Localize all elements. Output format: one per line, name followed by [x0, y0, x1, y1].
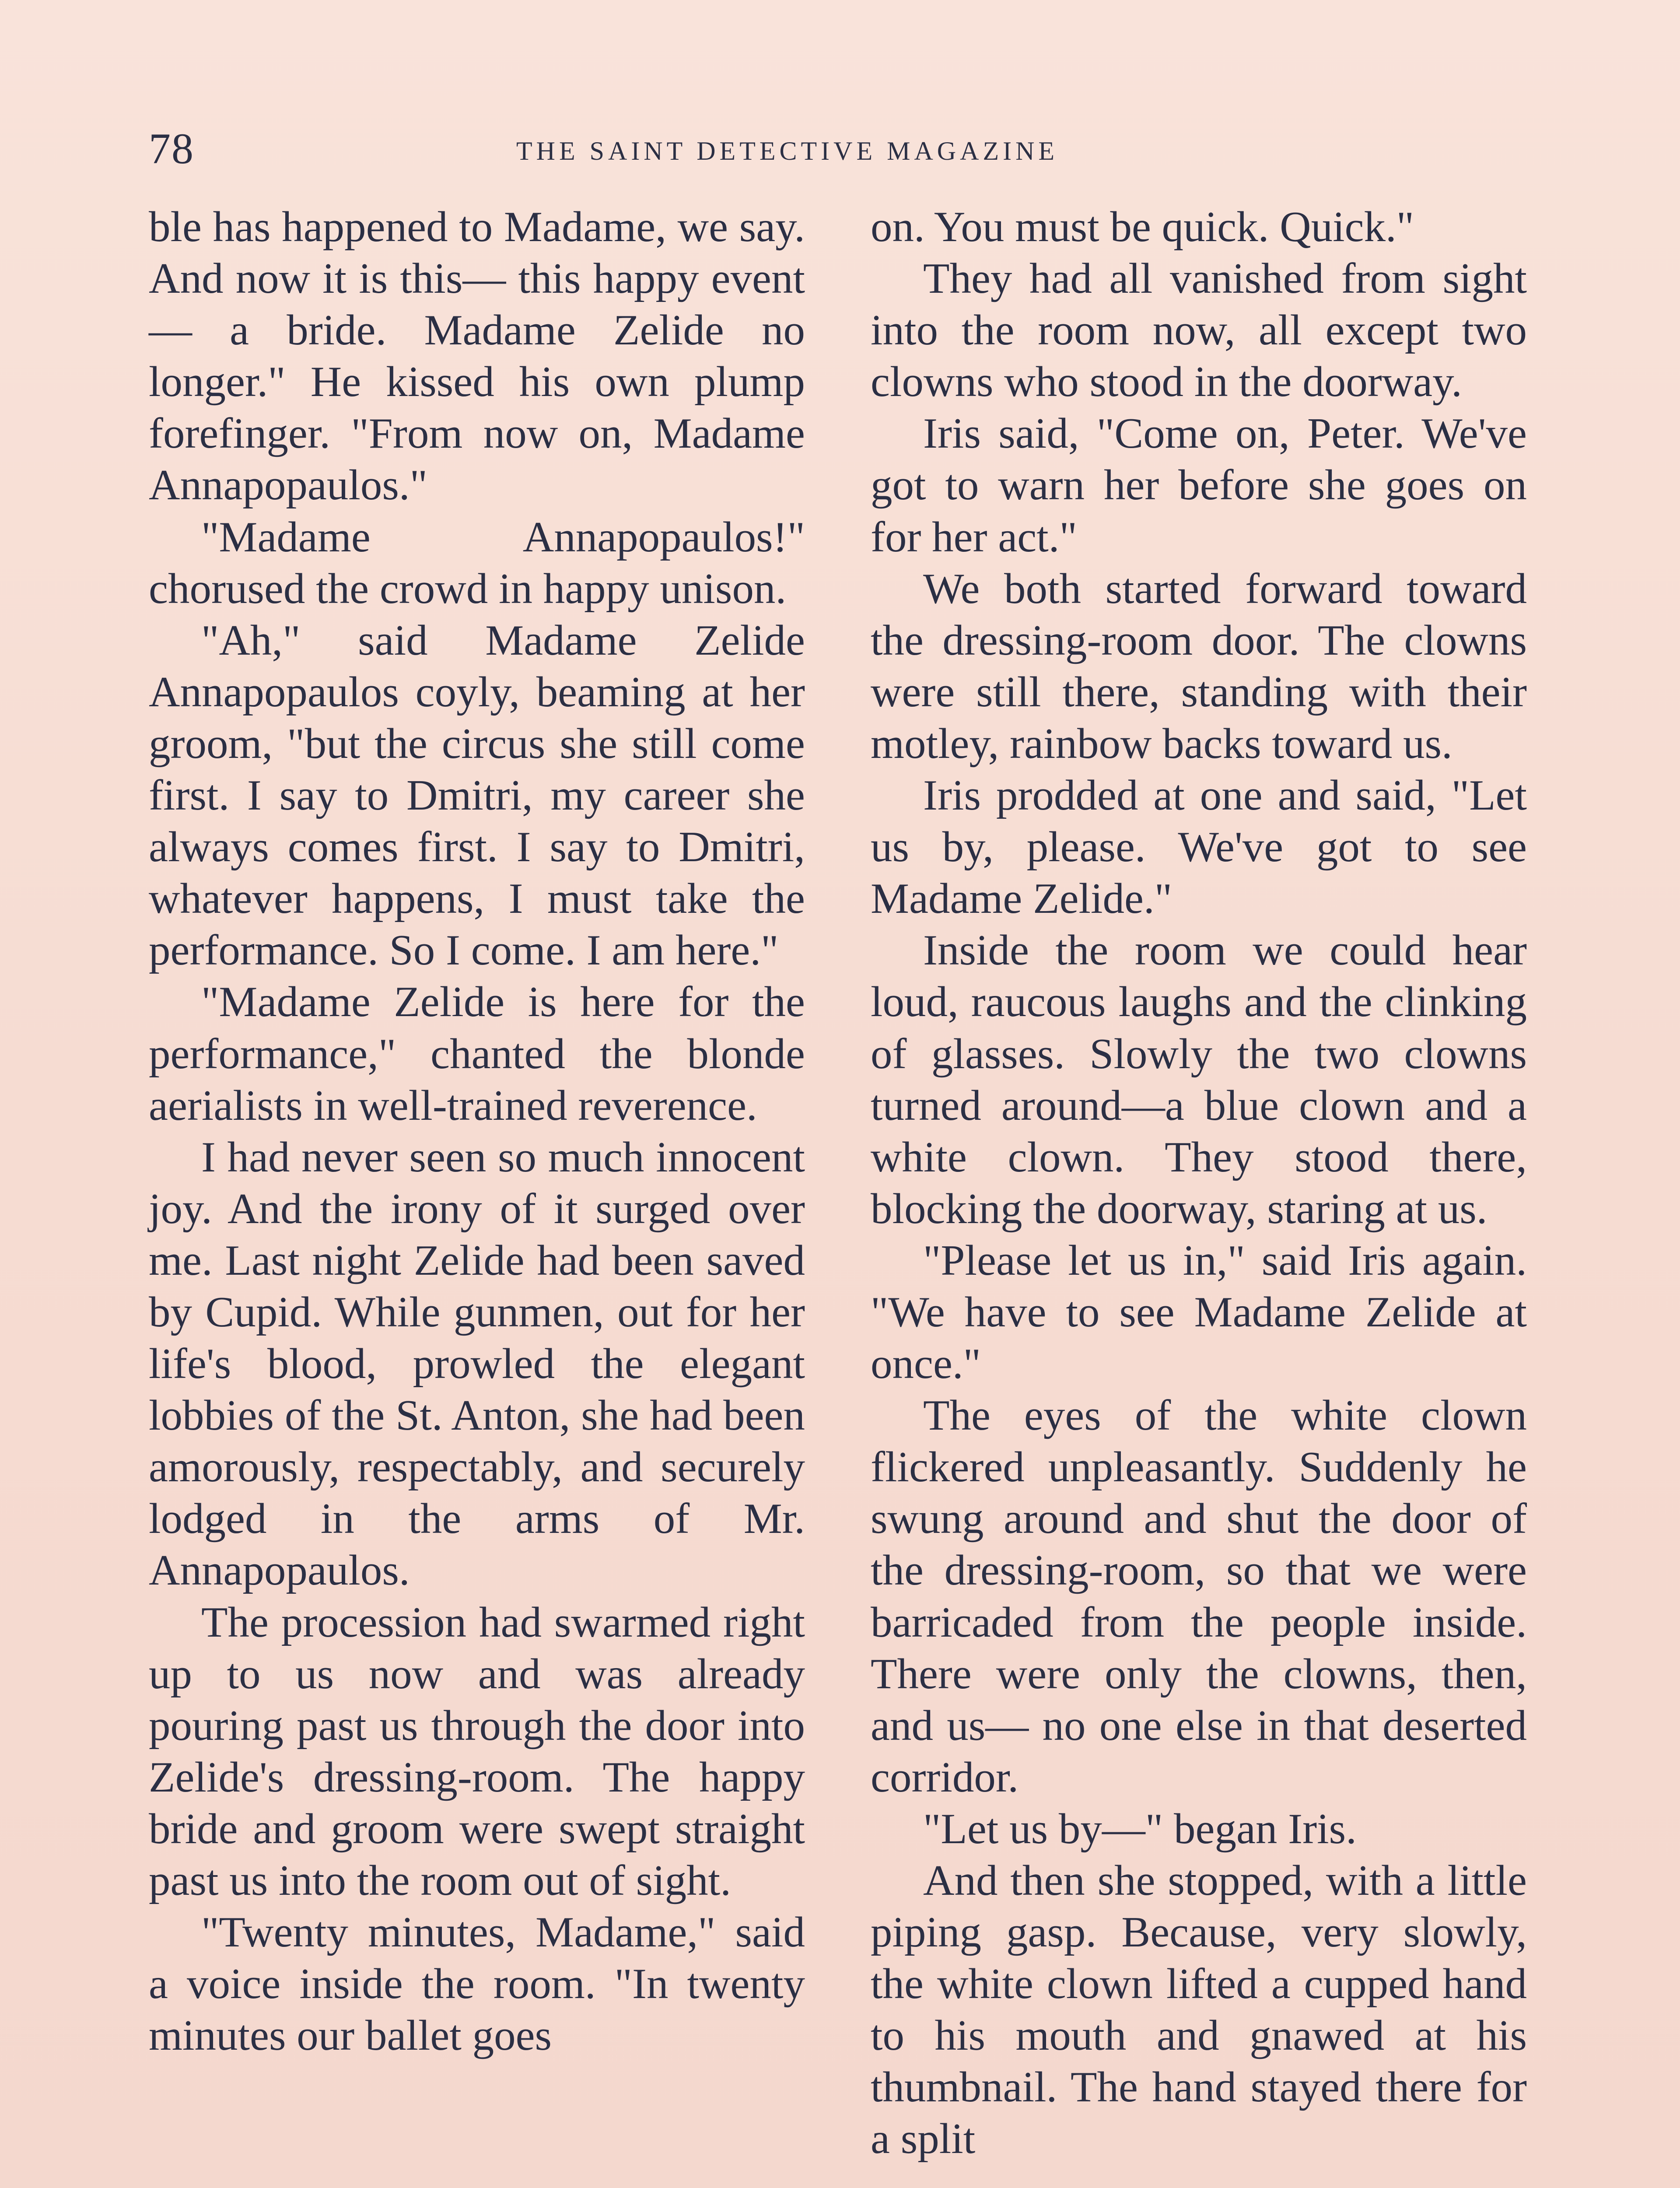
paragraph: "Let us by—" began Iris. — [923, 1805, 1357, 1853]
paragraph: We both started forward toward the dressing-room door. The clowns were still there, standing with their motley, rainbow backs toward us. — [871, 565, 1527, 768]
paragraph: "Twenty minutes, Madame," said a voice inside the room. "In twenty minutes our ballet goes — [149, 1908, 805, 2060]
paragraph: "Madame Zelide is here for the performance," chanted the blonde aerialists in well-trained reverence. — [149, 978, 805, 1129]
paragraph: ble has happened to Madame, we say. And now it is this— this happy event — a bride. Madame Zelide no longer." He kissed his own plump forefinger. "From now on, Madame Annapopaulos." — [149, 203, 805, 509]
paragraph: I had never seen so much innocent joy. And the irony of it surged over me. Last night Zelide had been saved by Cupid. While gunmen, out for her life's blood, prowled the elegant lobbies of the St. Anton, she had been amorously, respectably, and securely lodged in the arms of Mr. Annapopaulos. — [149, 1133, 805, 1595]
left-column — [149, 201, 805, 2062]
page-number: 78 — [149, 124, 194, 173]
right-column — [871, 201, 1527, 2165]
paragraph: "Ah," said Madame Zelide Annapopaulos coyly, beaming at her groom, "but the circus she still come first. I say to Dmitri, my career she always comes first. I say to Dmitri, whatever happens, I must take the performance. So I come. I am here." — [149, 616, 805, 975]
paragraph: Inside the room we could hear loud, raucous laughs and the clinking of glasses. Slowly the two clowns turned around—a blue clown and a white clown. They stood there, blocking the doorway, staring at us. — [871, 926, 1527, 1233]
paragraph: Iris prodded at one and said, "Let us by, please. We've got to see Madame Zelide." — [871, 771, 1527, 923]
paragraph: "Madame Annapopaulos!" chorused the crowd in happy unison. — [149, 513, 805, 613]
paragraph: The procession had swarmed right up to us now and was already pouring past us through the door into Zelide's dressing-room. The happy bride and groom were swept straight past us into the room out of sight. — [149, 1598, 805, 1904]
paragraph: And then she stopped, with a little piping gasp. Because, very slowly, the white clown lifted a cupped hand to his mouth and gnawed at his thumbnail. The hand stayed there for a split — [871, 1857, 1527, 2163]
paragraph: They had all vanished from sight into the room now, all except two clowns who stood in the doorway. — [871, 255, 1527, 406]
running-title: THE SAINT DETECTIVE MAGAZINE — [516, 137, 1059, 165]
paragraph: on. You must be quick. Quick." — [871, 203, 1414, 251]
paragraph: Iris said, "Come on, Peter. We've got to warn her before she goes on for her act." — [871, 410, 1527, 561]
paragraph: "Please let us in," said Iris again. "We have to see Madame Zelide at once." — [871, 1236, 1527, 1388]
paragraph: The eyes of the white clown flickered unpleasantly. Suddenly he swung around and shut the door of the dressing-room, so that we were barricaded from the people inside. There were only the clowns, then, and us— no one else in that deserted corridor. — [871, 1392, 1527, 1801]
